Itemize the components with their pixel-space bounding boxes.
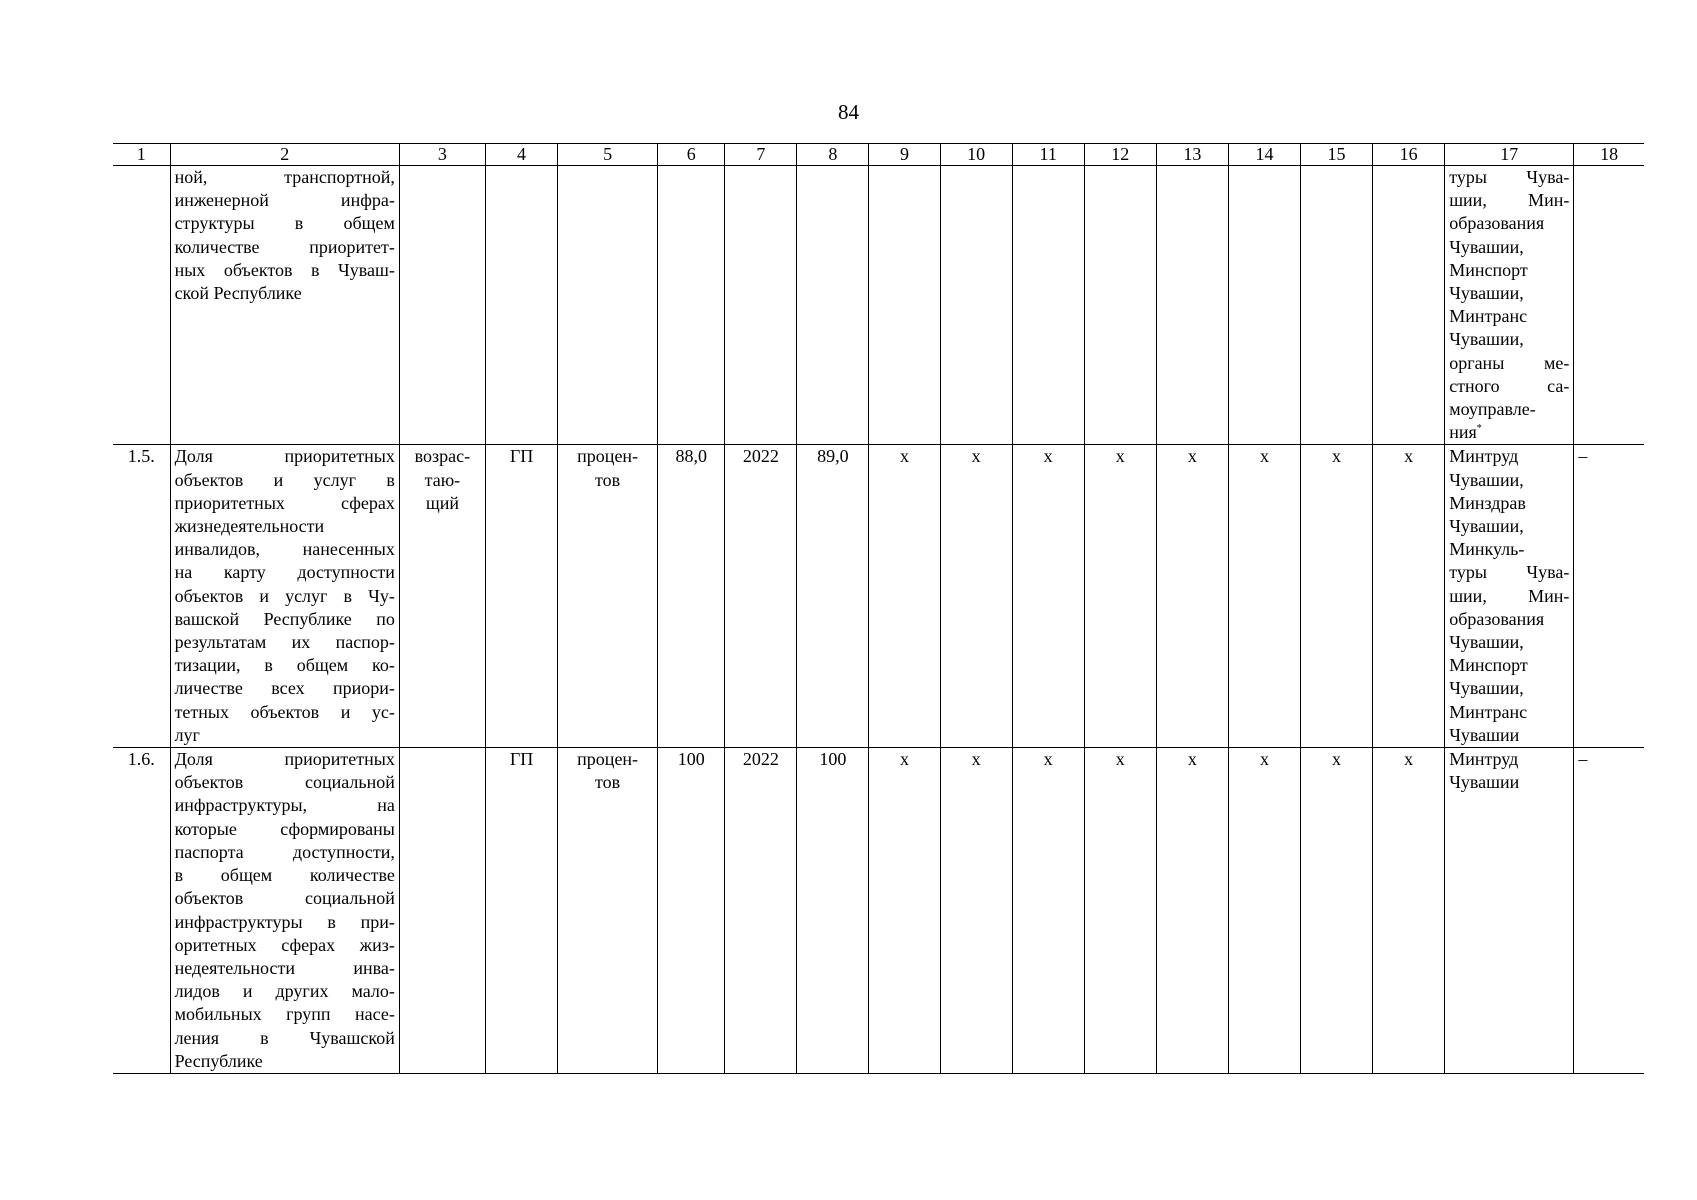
note: –: [1574, 445, 1644, 748]
indicator-name-line: недеятельности инва-: [174, 957, 395, 978]
base-value: 88,0: [658, 445, 725, 748]
column-number-10: 10: [940, 144, 1012, 166]
table-row: [113, 445, 1644, 748]
value-col-15: [1301, 166, 1373, 445]
value-col-9: x: [869, 445, 940, 748]
column-number-2: 2: [170, 144, 399, 166]
program-code: ГП: [485, 445, 557, 748]
responsible-line: Чувашии: [1449, 772, 1520, 793]
trend-line: щий: [425, 492, 459, 513]
responsible-line: стного са-: [1449, 375, 1570, 396]
responsible-line: образования: [1449, 608, 1545, 629]
trend: [399, 748, 485, 1074]
unit: [558, 748, 658, 1074]
column-number-8: 8: [797, 144, 869, 166]
value-col-10: [940, 166, 1012, 445]
value-col-14: x: [1228, 445, 1300, 748]
responsible-line: Минтранс: [1449, 701, 1528, 722]
responsible: [1445, 445, 1574, 748]
value-col-9: [869, 166, 940, 445]
value-col-13: x: [1156, 748, 1228, 1074]
responsible: [1445, 748, 1574, 1074]
trend: [399, 166, 485, 445]
responsible-line: ния*: [1449, 422, 1482, 443]
column-number-9: 9: [869, 144, 940, 166]
value-col-15: x: [1301, 445, 1373, 748]
responsible-line: шии, Мин-: [1449, 190, 1570, 211]
base-value: 100: [658, 748, 725, 1074]
column-number-6: 6: [658, 144, 725, 166]
indicator-name-line: личестве всех приори-: [174, 678, 395, 699]
indicator-name: [170, 445, 399, 748]
indicator-name-line: жизнедеятельности: [174, 516, 325, 537]
column-number-15: 15: [1301, 144, 1373, 166]
responsible-line: Минкуль-: [1449, 539, 1525, 560]
column-number-5: 5: [558, 144, 658, 166]
responsible-line: Чувашии,: [1449, 678, 1524, 699]
target-value: 89,0: [797, 445, 869, 748]
column-number-row: [113, 144, 1644, 166]
responsible-line: Чувашии,: [1449, 283, 1524, 304]
value-col-12: x: [1084, 748, 1156, 1074]
column-number-7: 7: [725, 144, 797, 166]
indicator-name-line: Доля приоритетных: [174, 446, 395, 467]
program-code: ГП: [485, 748, 557, 1074]
responsible-line: Минтранс: [1449, 306, 1528, 327]
target-value: [797, 166, 869, 445]
table-row: [113, 166, 1644, 445]
value-col-15: x: [1301, 748, 1373, 1074]
unit-line: процен-: [577, 749, 639, 770]
unit-line: процен-: [577, 446, 639, 467]
value-col-16: [1373, 166, 1445, 445]
column-number-14: 14: [1228, 144, 1300, 166]
column-number-4: 4: [485, 144, 557, 166]
responsible-line: туры Чува-: [1449, 167, 1570, 187]
value-col-11: x: [1012, 748, 1084, 1074]
value-col-13: [1156, 166, 1228, 445]
indicator-name-line: объектов и услуг в: [174, 469, 395, 490]
indicator-name: [170, 166, 399, 445]
indicator-name-line: Доля приоритетных: [174, 749, 395, 770]
value-col-16: x: [1373, 748, 1445, 1074]
indicator-table: [113, 143, 1644, 1074]
note: –: [1574, 748, 1644, 1074]
program-code: [485, 166, 557, 445]
responsible-line: Минспорт: [1449, 259, 1528, 280]
responsible-line: Чувашии,: [1449, 516, 1524, 537]
column-number-12: 12: [1084, 144, 1156, 166]
year: [725, 166, 797, 445]
target-value: 100: [797, 748, 869, 1074]
value-col-12: x: [1084, 445, 1156, 748]
column-number-1: 1: [113, 144, 170, 166]
responsible-line: Чувашии,: [1449, 236, 1524, 257]
responsible-line: Минспорт: [1449, 655, 1528, 676]
indicator-name-line: ной, транспортной,: [174, 167, 395, 187]
column-number-11: 11: [1012, 144, 1084, 166]
note: [1574, 166, 1644, 445]
indicator-name-line: паспорта доступности,: [174, 841, 395, 862]
trend-line: таю-: [424, 469, 461, 490]
row-number: 1.5.: [113, 445, 170, 748]
indicator-name-line: приоритетных сферах: [174, 492, 395, 513]
responsible: [1445, 166, 1574, 445]
indicator-name-line: инфраструктуры, на: [174, 795, 395, 816]
value-col-14: x: [1228, 748, 1300, 1074]
value-col-13: x: [1156, 445, 1228, 748]
responsible-line: моуправле-: [1449, 399, 1536, 420]
indicator-name: [170, 748, 399, 1074]
unit-line: тов: [595, 772, 621, 793]
responsible-line: шии, Мин-: [1449, 585, 1570, 606]
value-col-11: [1012, 166, 1084, 445]
row-number: 1.6.: [113, 748, 170, 1074]
indicator-name-line: объектов социальной: [174, 888, 395, 909]
indicator-name-line: мобильных групп насе-: [174, 1004, 395, 1025]
year: 2022: [725, 748, 797, 1074]
trend: [399, 445, 485, 748]
base-value: [658, 166, 725, 445]
column-number-13: 13: [1156, 144, 1228, 166]
indicator-name-line: тетных объектов и ус-: [174, 701, 395, 722]
indicator-name-line: тизации, в общем ко-: [174, 655, 395, 676]
responsible-line: Чувашии: [1449, 724, 1520, 745]
indicator-name-line: оритетных сферах жиз-: [174, 934, 395, 955]
value-col-11: x: [1012, 445, 1084, 748]
indicator-name-line: объектов социальной: [174, 772, 395, 793]
value-col-14: [1228, 166, 1300, 445]
indicator-name-line: лидов и других мало-: [174, 981, 395, 1002]
indicator-name-line: инфраструктуры в при-: [174, 911, 395, 932]
column-number-16: 16: [1373, 144, 1445, 166]
unit-line: тов: [595, 469, 621, 490]
value-col-10: x: [940, 748, 1012, 1074]
indicator-name-line: вашской Республике по: [174, 608, 395, 629]
indicator-name-line: инвалидов, нанесенных: [174, 539, 395, 560]
column-number-18: 18: [1574, 144, 1644, 166]
responsible-line: Чувашии,: [1449, 632, 1524, 653]
value-col-9: x: [869, 748, 940, 1074]
column-number-3: 3: [399, 144, 485, 166]
responsible-line: образования: [1449, 213, 1545, 234]
column-number-17: 17: [1445, 144, 1574, 166]
responsible-line: Чувашии,: [1449, 329, 1524, 350]
value-col-12: [1084, 166, 1156, 445]
indicator-name-line: луг: [174, 724, 200, 745]
indicator-name-line: Республике: [174, 1050, 263, 1071]
indicator-name-line: количестве приоритет-: [174, 236, 395, 257]
year: 2022: [725, 445, 797, 748]
indicator-name-line: ных объектов в Чуваш-: [174, 259, 395, 280]
indicator-name-line: объектов и услуг в Чу-: [174, 585, 395, 606]
responsible-line: туры Чува-: [1449, 562, 1570, 583]
indicator-name-line: результатам их паспор-: [174, 632, 395, 653]
value-col-10: x: [940, 445, 1012, 748]
indicator-name-line: ской Республике: [174, 283, 302, 304]
trend-line: возрас-: [414, 446, 471, 467]
responsible-line: Минтруд: [1449, 749, 1519, 770]
responsible-line: Чувашии,: [1449, 469, 1524, 490]
responsible-line: Минтруд: [1449, 446, 1519, 467]
unit: [558, 445, 658, 748]
footnote-mark: *: [1476, 423, 1482, 435]
indicator-name-line: на карту доступности: [174, 562, 395, 583]
responsible-line: Минздрав: [1449, 492, 1526, 513]
page-number: 84: [838, 100, 859, 124]
unit: [558, 166, 658, 445]
indicator-name-line: ления в Чувашской: [174, 1027, 395, 1048]
indicator-name-line: которые сформированы: [174, 818, 395, 839]
value-col-16: x: [1373, 445, 1445, 748]
indicator-name-line: инженерной инфра-: [174, 190, 395, 211]
indicator-name-line: в общем количестве: [174, 865, 395, 886]
responsible-line: органы ме-: [1449, 352, 1570, 373]
indicator-name-line: структуры в общем: [174, 213, 395, 234]
table-row: [113, 748, 1644, 1074]
row-number: [113, 166, 170, 445]
